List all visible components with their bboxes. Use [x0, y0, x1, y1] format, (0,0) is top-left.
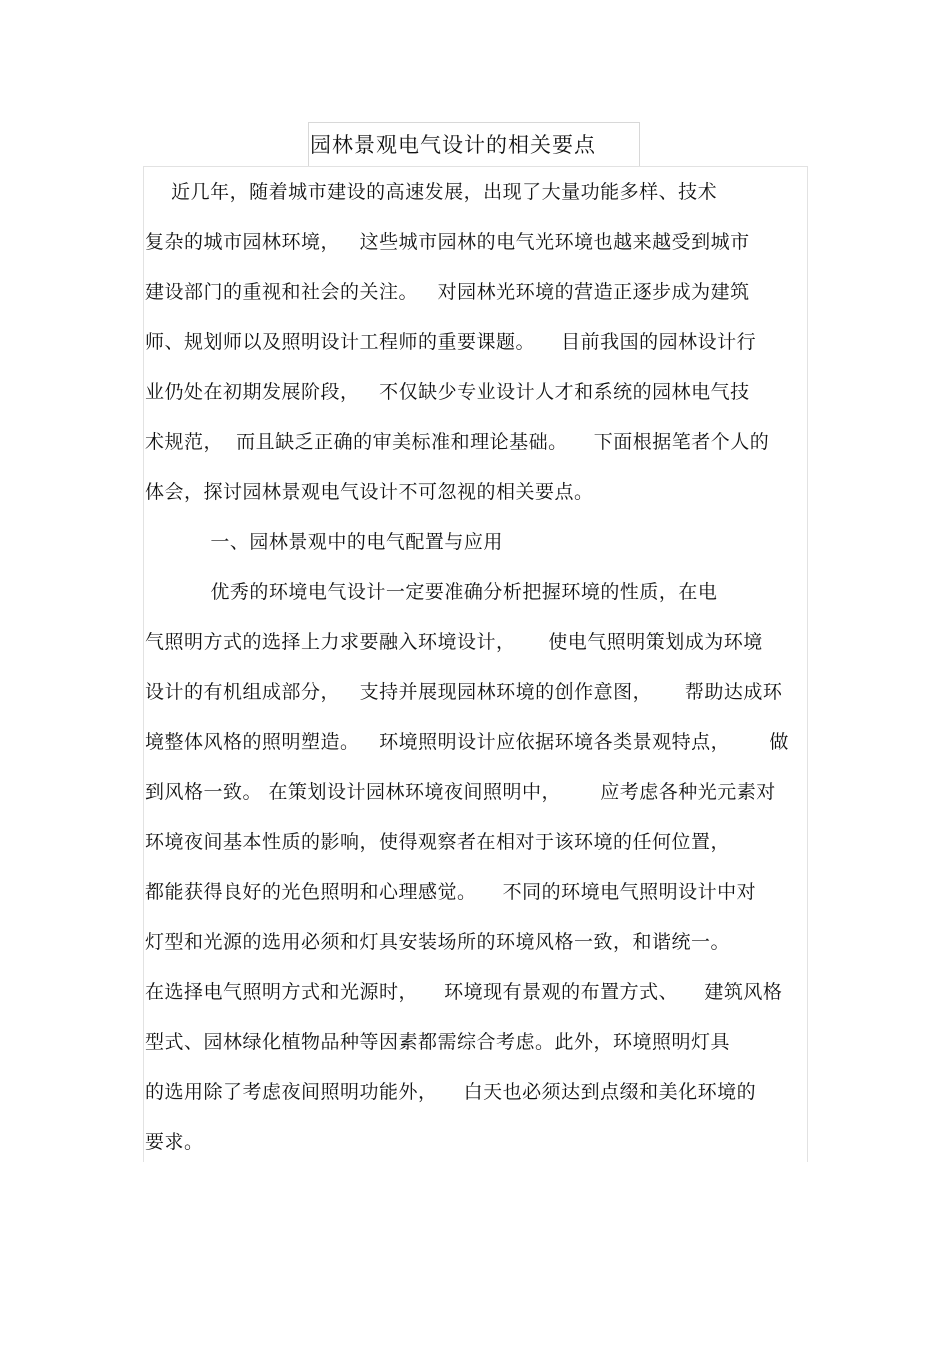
paragraph-line: 灯型和光源的选用必须和灯具安装场所的环境风格一致，和谐统一。 — [145, 931, 731, 953]
paragraph-line: 建设部门的重视和社会的关注。 对园林光环境的营造正逐步成为建筑 — [145, 281, 750, 303]
paragraph-line: 术规范， 而且缺乏正确的审美标准和理论基础。 下面根据笔者个人的 — [145, 431, 770, 453]
body-frame — [143, 166, 808, 1162]
paragraph-line: 复杂的城市园林环境， 这些城市园林的电气光环境也越来越受到城市 — [145, 231, 750, 253]
paragraph-line: 业仍处在初期发展阶段， 不仅缺少专业设计人才和系统的园林电气技 — [145, 381, 750, 403]
section-heading: 一、园林景观中的电气配置与应用 — [145, 531, 503, 553]
paragraph-line: 气照明方式的选择上力求要融入环境设计， 使电气照明策划成为环境 — [145, 631, 763, 653]
document-title: 园林景观电气设计的相关要点 — [310, 133, 596, 157]
paragraph-line: 优秀的环境电气设计一定要准确分析把握环境的性质，在电 — [145, 581, 718, 603]
paragraph-line: 在选择电气照明方式和光源时， 环境现有景观的布置方式、 建筑风格 — [145, 981, 783, 1003]
paragraph-line: 到风格一致。 在策划设计园林环境夜间照明中， 应考虑各种光元素对 — [145, 781, 776, 803]
paragraph-line: 环境夜间基本性质的影响，使得观察者在相对于该环境的任何位置， — [145, 831, 731, 853]
paragraph-line: 型式、园林绿化植物品种等因素都需综合考虑。此外，环境照明灯具 — [145, 1031, 731, 1053]
paragraph-line: 境整体风格的照明塑造。 环境照明设计应依据环境各类景观特点， 做 — [145, 731, 789, 753]
paragraph-line: 都能获得良好的光色照明和心理感觉。 不同的环境电气照明设计中对 — [145, 881, 757, 903]
paragraph-line: 师、规划师以及照明设计工程师的重要课题。 目前我国的园林设计行 — [145, 331, 757, 353]
paragraph-line: 的选用除了考虑夜间照明功能外， 白天也必须达到点缀和美化环境的 — [145, 1081, 757, 1103]
paragraph-line: 要求。 — [145, 1131, 204, 1153]
paragraph-line: 设计的有机组成部分， 支持并展现园林环境的创作意图， 帮助达成环 — [145, 681, 783, 703]
paragraph-line: 近几年，随着城市建设的高速发展，出现了大量功能多样、技术 — [145, 181, 718, 203]
paragraph-line: 体会，探讨园林景观电气设计不可忽视的相关要点。 — [145, 481, 594, 503]
